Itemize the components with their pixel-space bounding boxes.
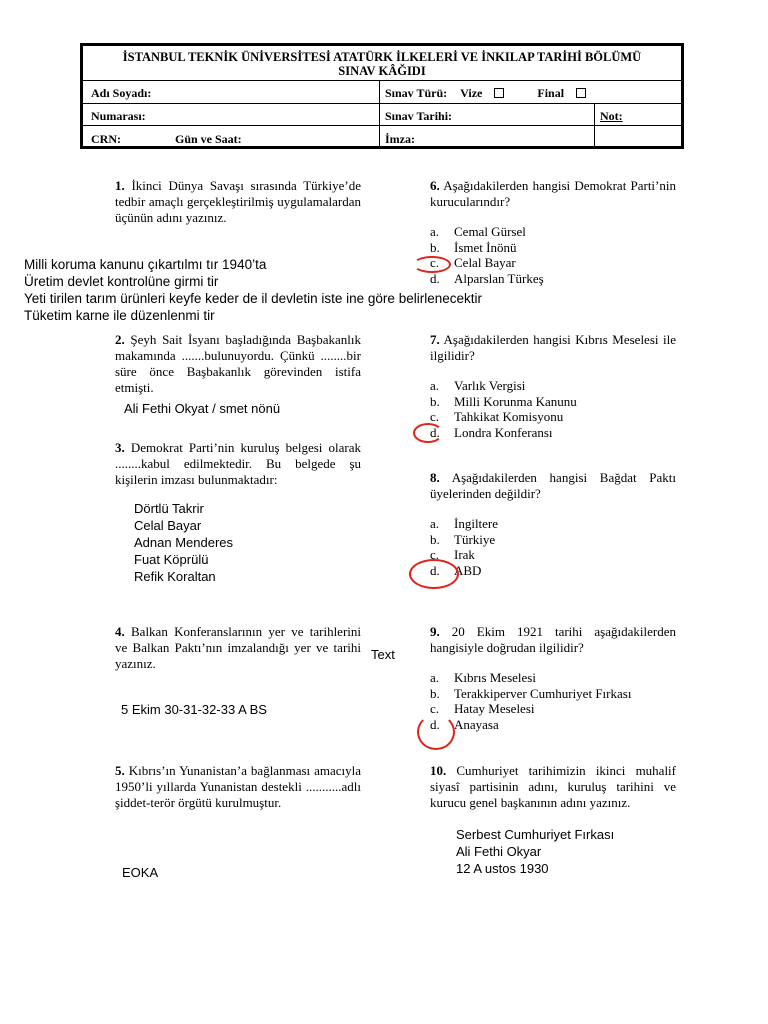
option-a[interactable]: a. Varlık Vergisi	[430, 378, 526, 393]
header-divider	[83, 103, 681, 104]
question-number: 8.	[430, 470, 440, 485]
answer-10-line2: Ali Fethi Okyar	[456, 844, 542, 859]
question-1	[115, 178, 361, 226]
question-number: 4.	[115, 624, 125, 639]
day-time-label: Gün ve Saat:	[175, 132, 242, 146]
answer-circle-mark	[417, 714, 455, 750]
question-9	[430, 624, 676, 656]
question-text: Şeyh Sait İsyanı başladığında Başbakanlık makamında .......bulunuyordu. Çünkü ........bir süre önce Başbakanlık görevinden istifa etmişti.	[115, 332, 361, 395]
question-number: 10.	[430, 763, 447, 778]
option-a[interactable]: a. İngiltere	[430, 516, 499, 531]
answer-1-line4: Tüketim karne ile düzenlenmi tir	[24, 308, 215, 323]
answer-circle-mark	[409, 559, 459, 589]
question-text: İkinci Dünya Savaşı sırasında Türkiye’de tedbir amaçlı gerçekleştirilmiş uygulamalardan üçünün adını yazınız.	[115, 178, 361, 225]
question-number: 1.	[115, 178, 125, 193]
question-text: Cumhuriyet tarihimizin ikinci muhalif siyasî partisinin adını, kuruluş tarihini ve kurucu genel başkanının adını yazınız.	[430, 763, 676, 810]
option-d[interactable]: d. Alparslan Türkeş	[430, 270, 544, 286]
option-b[interactable]: b. Türkiye	[430, 531, 496, 547]
exam-date-label: Sınav Tarihi:	[385, 109, 453, 123]
question-text: Demokrat Parti’nin kuruluş belgesi olarak ........kabul edilmektedir. Bu belgede şu kişilerin imzası bulunmaktadır:	[115, 440, 361, 487]
question-7-options	[430, 378, 577, 440]
question-7	[430, 332, 676, 364]
question-text: Aşağıdakilerden hangisi Bağdat Paktı üyelerinden değildir?	[430, 470, 676, 501]
question-text: Aşağıdakilerden hangisi Kıbrıs Meselesi ile ilgilidir?	[430, 332, 676, 363]
answer-3-line5: Refik Koraltan	[134, 569, 216, 584]
exam-type-field	[385, 86, 586, 101]
question-6-options	[430, 224, 544, 286]
answer-4-note: Text	[371, 647, 395, 662]
answer-1-line2: Üretim devlet kontrolüne girmi tir	[24, 274, 219, 289]
crn-label: CRN:	[91, 132, 121, 146]
midterm-label: Vize	[460, 86, 483, 100]
question-text: Kıbrıs’ın Yunanistan’a bağlanması amacıyla 1950’li yıllarda Yunanistan destekli ...........adlı şiddet-terör örgütü kurulmuştur.	[115, 763, 361, 810]
question-number: 6.	[430, 178, 440, 193]
option-d[interactable]: d. Anayasa	[430, 716, 499, 732]
answer-1-line3: Yeti tirilen tarım ürünleri keyfe keder de il devletin iste ine göre belirlenecektir	[24, 291, 482, 306]
option-c[interactable]: c. Tahkikat Komisyonu	[430, 409, 564, 424]
question-2	[115, 332, 361, 396]
answer-2: Ali Fethi Okyat / smet nönü	[124, 401, 281, 416]
student-number-label: Numarası:	[91, 109, 146, 123]
question-text: 20 Ekim 1921 tarihi aşağıdakilerden hangisiyle doğrudan ilgilidir?	[430, 624, 676, 655]
option-b[interactable]: b. İsmet İnönü	[430, 239, 517, 255]
grade-label: Not:	[600, 109, 623, 123]
option-a[interactable]: a. Kıbrıs Meselesi	[430, 670, 536, 685]
answer-3-line3: Adnan Menderes	[134, 535, 234, 550]
answer-3-line4: Fuat Köprülü	[134, 552, 209, 567]
question-4	[115, 624, 361, 672]
option-c[interactable]: c. Hatay Meselesi	[430, 701, 535, 716]
final-checkbox[interactable]	[576, 88, 586, 98]
midterm-checkbox[interactable]	[494, 88, 504, 98]
option-b[interactable]: b. Milli Korunma Kanunu	[430, 393, 577, 409]
question-number: 9.	[430, 624, 440, 639]
header-divider	[83, 125, 681, 126]
option-d[interactable]: d. ABD	[430, 562, 482, 578]
answer-1-line1: Milli koruma kanunu çıkartılmı tır 1940’ta	[24, 257, 267, 272]
question-10	[430, 763, 676, 811]
final-label: Final	[537, 86, 565, 100]
answer-10-line1: Serbest Cumhuriyet Fırkası	[456, 827, 615, 842]
option-c[interactable]: c. Irak	[430, 547, 475, 562]
option-b[interactable]: b. Terakkiperver Cumhuriyet Fırkası	[430, 685, 632, 701]
answer-3-line2: Celal Bayar	[134, 518, 202, 533]
name-label: Adı Soyadı:	[91, 86, 152, 100]
question-number: 2.	[115, 332, 125, 347]
question-8	[430, 470, 676, 502]
header-column-divider	[594, 103, 595, 149]
question-9-options	[430, 670, 631, 732]
answer-5: EOKA	[122, 865, 159, 880]
question-number: 5.	[115, 763, 125, 778]
question-6	[430, 178, 676, 210]
question-number: 3.	[115, 440, 125, 455]
exam-type-label: Sınav Türü:	[385, 86, 448, 100]
answer-10-line3: 12 A ustos 1930	[456, 861, 549, 876]
signature-label: İmza:	[385, 132, 415, 146]
exam-header-table	[80, 43, 684, 149]
question-5	[115, 763, 361, 811]
header-title-line2: SINAV KÂĞIDI	[338, 64, 426, 78]
option-d[interactable]: d. Londra Konferansı	[430, 424, 553, 440]
question-3	[115, 440, 361, 488]
header-column-divider	[379, 80, 380, 149]
question-text: Balkan Konferanslarının yer ve tarihlerini ve Balkan Paktı’nın imzalandığı yer ve tarihi yazınız.	[115, 624, 362, 671]
answer-circle-mark	[413, 256, 451, 273]
answer-circle-mark	[413, 423, 443, 443]
header-title-line1: İSTANBUL TEKNİK ÜNİVERSİTESİ ATATÜRK İLKELERİ VE İNKILAP TARİHİ BÖLÜMÜ	[122, 50, 642, 64]
question-text: Aşağıdakilerden hangisi Demokrat Parti’nin kurucularındır?	[430, 178, 676, 209]
option-c[interactable]: c. Celal Bayar	[430, 255, 516, 270]
answer-4: 5 Ekim 30-31-32-33 A BS	[121, 702, 267, 717]
answer-3-line1: Dörtlü Takrir	[134, 501, 204, 516]
question-number: 7.	[430, 332, 440, 347]
option-a[interactable]: a. Cemal Gürsel	[430, 224, 526, 239]
header-divider	[83, 80, 681, 81]
